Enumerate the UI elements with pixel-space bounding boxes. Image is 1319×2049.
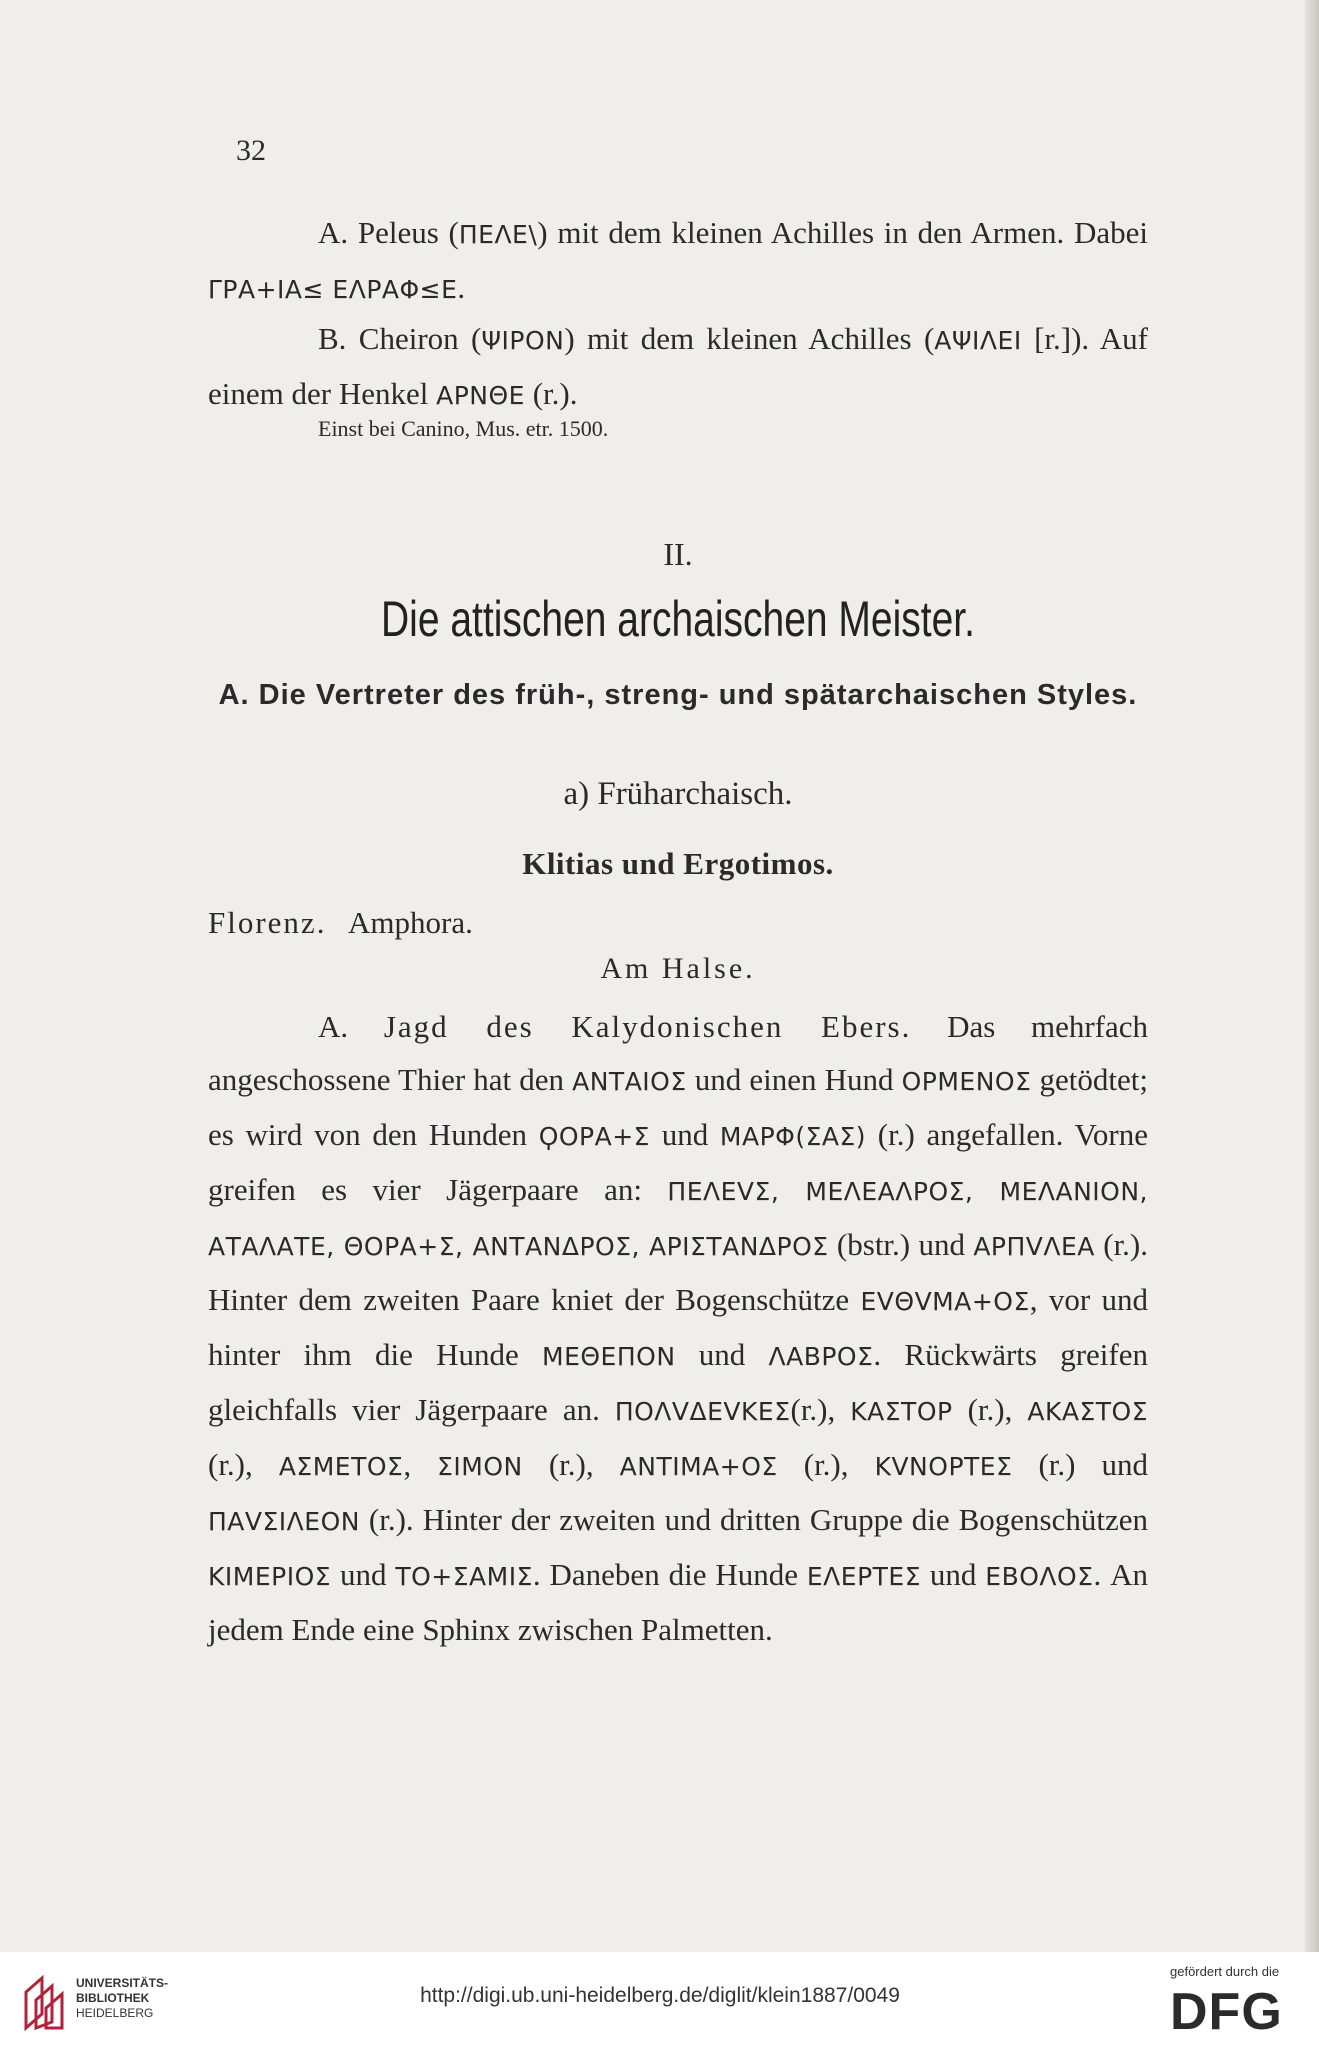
text: A. Peleus ( <box>318 215 459 250</box>
text: A. <box>318 1009 384 1044</box>
university-library-logo-icon <box>20 1974 66 2032</box>
body-paragraph <box>208 1000 1148 1656</box>
inscription: ΠΟΛVΔΕVΚΕΣ <box>614 1397 791 1426</box>
text: (r.), <box>208 1447 279 1482</box>
inscription: ΕΛΕΡΤΕΣ <box>806 1562 922 1591</box>
subtitle: A. Die Vertreter des früh-, streng- und spätarchaischen Styles. <box>218 679 1138 711</box>
text: [r.]). Auf einem der Henkel <box>208 321 1148 411</box>
inscription: ΚVΝΟΡΤΕΣ <box>874 1452 1013 1481</box>
inscription: ΑΝΤΙΜΑ+ΟΣ <box>619 1452 778 1481</box>
text: (r.) und <box>1012 1447 1149 1482</box>
text: und <box>331 1557 396 1592</box>
library-line-2: BIBLIOTHEK <box>76 1991 150 2005</box>
library-line-1: UNIVERSITÄTS- <box>76 1976 169 1990</box>
inscription: ΜΑΡΦ(ΣΑΣ) <box>719 1122 867 1151</box>
page-spine-shadow <box>1305 0 1319 1952</box>
entry-peleus <box>208 206 1148 316</box>
inscription: ΟΡΜΕΝΟΣ <box>901 1067 1032 1096</box>
inscription-peleus: ΠΕΛΕ\ <box>458 220 538 249</box>
inscription: ΕΒΟΛΟΣ <box>985 1562 1094 1591</box>
text: (r.). Hinter dem zweiten Paare kniet der Bogenschütze <box>208 1227 1149 1317</box>
inscription-achilles: ΑΨΙΛΕΙ <box>934 326 1022 355</box>
text: und <box>675 1337 769 1372</box>
text: ) mit dem kleinen Achilles in den Armen. Dabei <box>537 215 1148 250</box>
inscription: ΠΑVΣΙΛΕΟΝ <box>208 1507 360 1536</box>
inscription: ΠΕΛΕVΣ, ΜΕΛΕΑΛΡΟΣ, ΜΕΛΑΝΙΟΝ, ΑΤΑΛΑΤΕ, ΘΟΡΑ+Σ, ΑΝΤΑΝΔΡΟΣ, ΑΡΙΣΤΑΝΔΡΟΣ <box>208 1177 1148 1261</box>
subsection-label: a) Früharchaisch. <box>563 776 793 812</box>
text: und einen Hund <box>686 1062 902 1097</box>
funder-caption: gefördert durch die <box>1170 1964 1280 1979</box>
text: , <box>403 1447 438 1482</box>
inscription: ΕVΘVΜΑ+ΟΣ <box>860 1287 1030 1316</box>
inscription: ϘΟΡΑ+Σ <box>538 1122 650 1151</box>
scene-title: Jagd des Kalydonischen Ebers. <box>383 1009 912 1044</box>
text: (r.). Hinter der zweiten und dritten Gruppe die Bogenschützen <box>359 1502 1148 1537</box>
text: , vor und hinter ihm die Hunde <box>208 1282 1148 1372</box>
main-title: Die attischen archaischen Meister. <box>381 591 975 647</box>
inscription-signature: ΓΡΑ+ΙΑ≤ ΕΛΡΑΦ≤Ε <box>208 275 458 304</box>
text: (r.), <box>522 1447 620 1482</box>
inscription: ΤΟ+ΣΑΜΙΣ <box>395 1562 533 1591</box>
text: getödtet; es wird von den Hunden <box>208 1062 1148 1152</box>
text: (bstr.) und <box>828 1227 974 1262</box>
artists-heading: Klitias und Ergotimos. <box>522 846 834 881</box>
text: Das mehrfach angeschossene Thier hat den <box>208 1009 1149 1097</box>
text: (r.), <box>777 1447 875 1482</box>
object-line <box>208 896 1148 949</box>
text: . <box>457 270 466 305</box>
text: ) mit dem kleinen Achilles ( <box>564 321 935 356</box>
text: . Rückwärts greifen gleichfalls vier Jägerpaare an. <box>208 1337 1148 1427</box>
page-number: 32 <box>236 134 266 167</box>
object-type: Amphora. <box>348 905 473 940</box>
text: (r.). <box>524 376 578 411</box>
text: . Daneben die Hunde <box>532 1557 807 1592</box>
viewer-footer <box>0 1952 1319 2049</box>
section-number: II. <box>663 536 693 572</box>
dfg-logo: DFG <box>1170 1983 1283 2041</box>
inscription: ΜΕΘΕΠΟΝ <box>542 1342 676 1371</box>
library-line-3: HEIDELBERG <box>76 2006 154 2020</box>
provenance-note: Einst bei Canino, Mus. etr. 1500. <box>318 416 609 441</box>
inscription: ΚΙΜΕΡΙΟΣ <box>208 1562 332 1591</box>
text: (r.), <box>952 1392 1028 1427</box>
text: (r.), <box>790 1392 851 1427</box>
text: . An jedem Ende eine Sphinx zwischen Palmetten. <box>208 1557 1149 1647</box>
inscription: ΑΚΑΣΤΟΣ <box>1027 1397 1148 1426</box>
inscription: ΣΙΜΟΝ <box>437 1452 523 1481</box>
inscription: ΚΑΣΤΟΡ <box>850 1397 953 1426</box>
text: und <box>649 1117 720 1152</box>
inscription: ΑΣΜΕΤΟΣ <box>278 1452 404 1481</box>
text: B. Cheiron ( <box>318 321 482 356</box>
inscription: ΑΝΤΑΙΟΣ <box>572 1067 687 1096</box>
text: (r.) angefallen. Vorne greifen es vier Jägerpaare an: <box>208 1117 1148 1207</box>
library-name <box>76 1976 168 2021</box>
inscription-handle: ΑΡΝΘΕ <box>436 381 525 410</box>
text: und <box>921 1557 986 1592</box>
inscription: ΑΡΠVΛΕΑ <box>973 1232 1095 1261</box>
inscription: ΛΑΒΡΟΣ <box>768 1342 874 1371</box>
location-heading: Am Halse. <box>600 952 756 985</box>
entry-cheiron <box>208 312 1148 422</box>
permalink[interactable]: http://digi.ub.uni-heidelberg.de/diglit/klein1887/0049 <box>420 1984 900 2007</box>
inscription-cheiron: ΨΙΡΟΝ <box>481 326 565 355</box>
city: Florenz. <box>208 905 327 940</box>
